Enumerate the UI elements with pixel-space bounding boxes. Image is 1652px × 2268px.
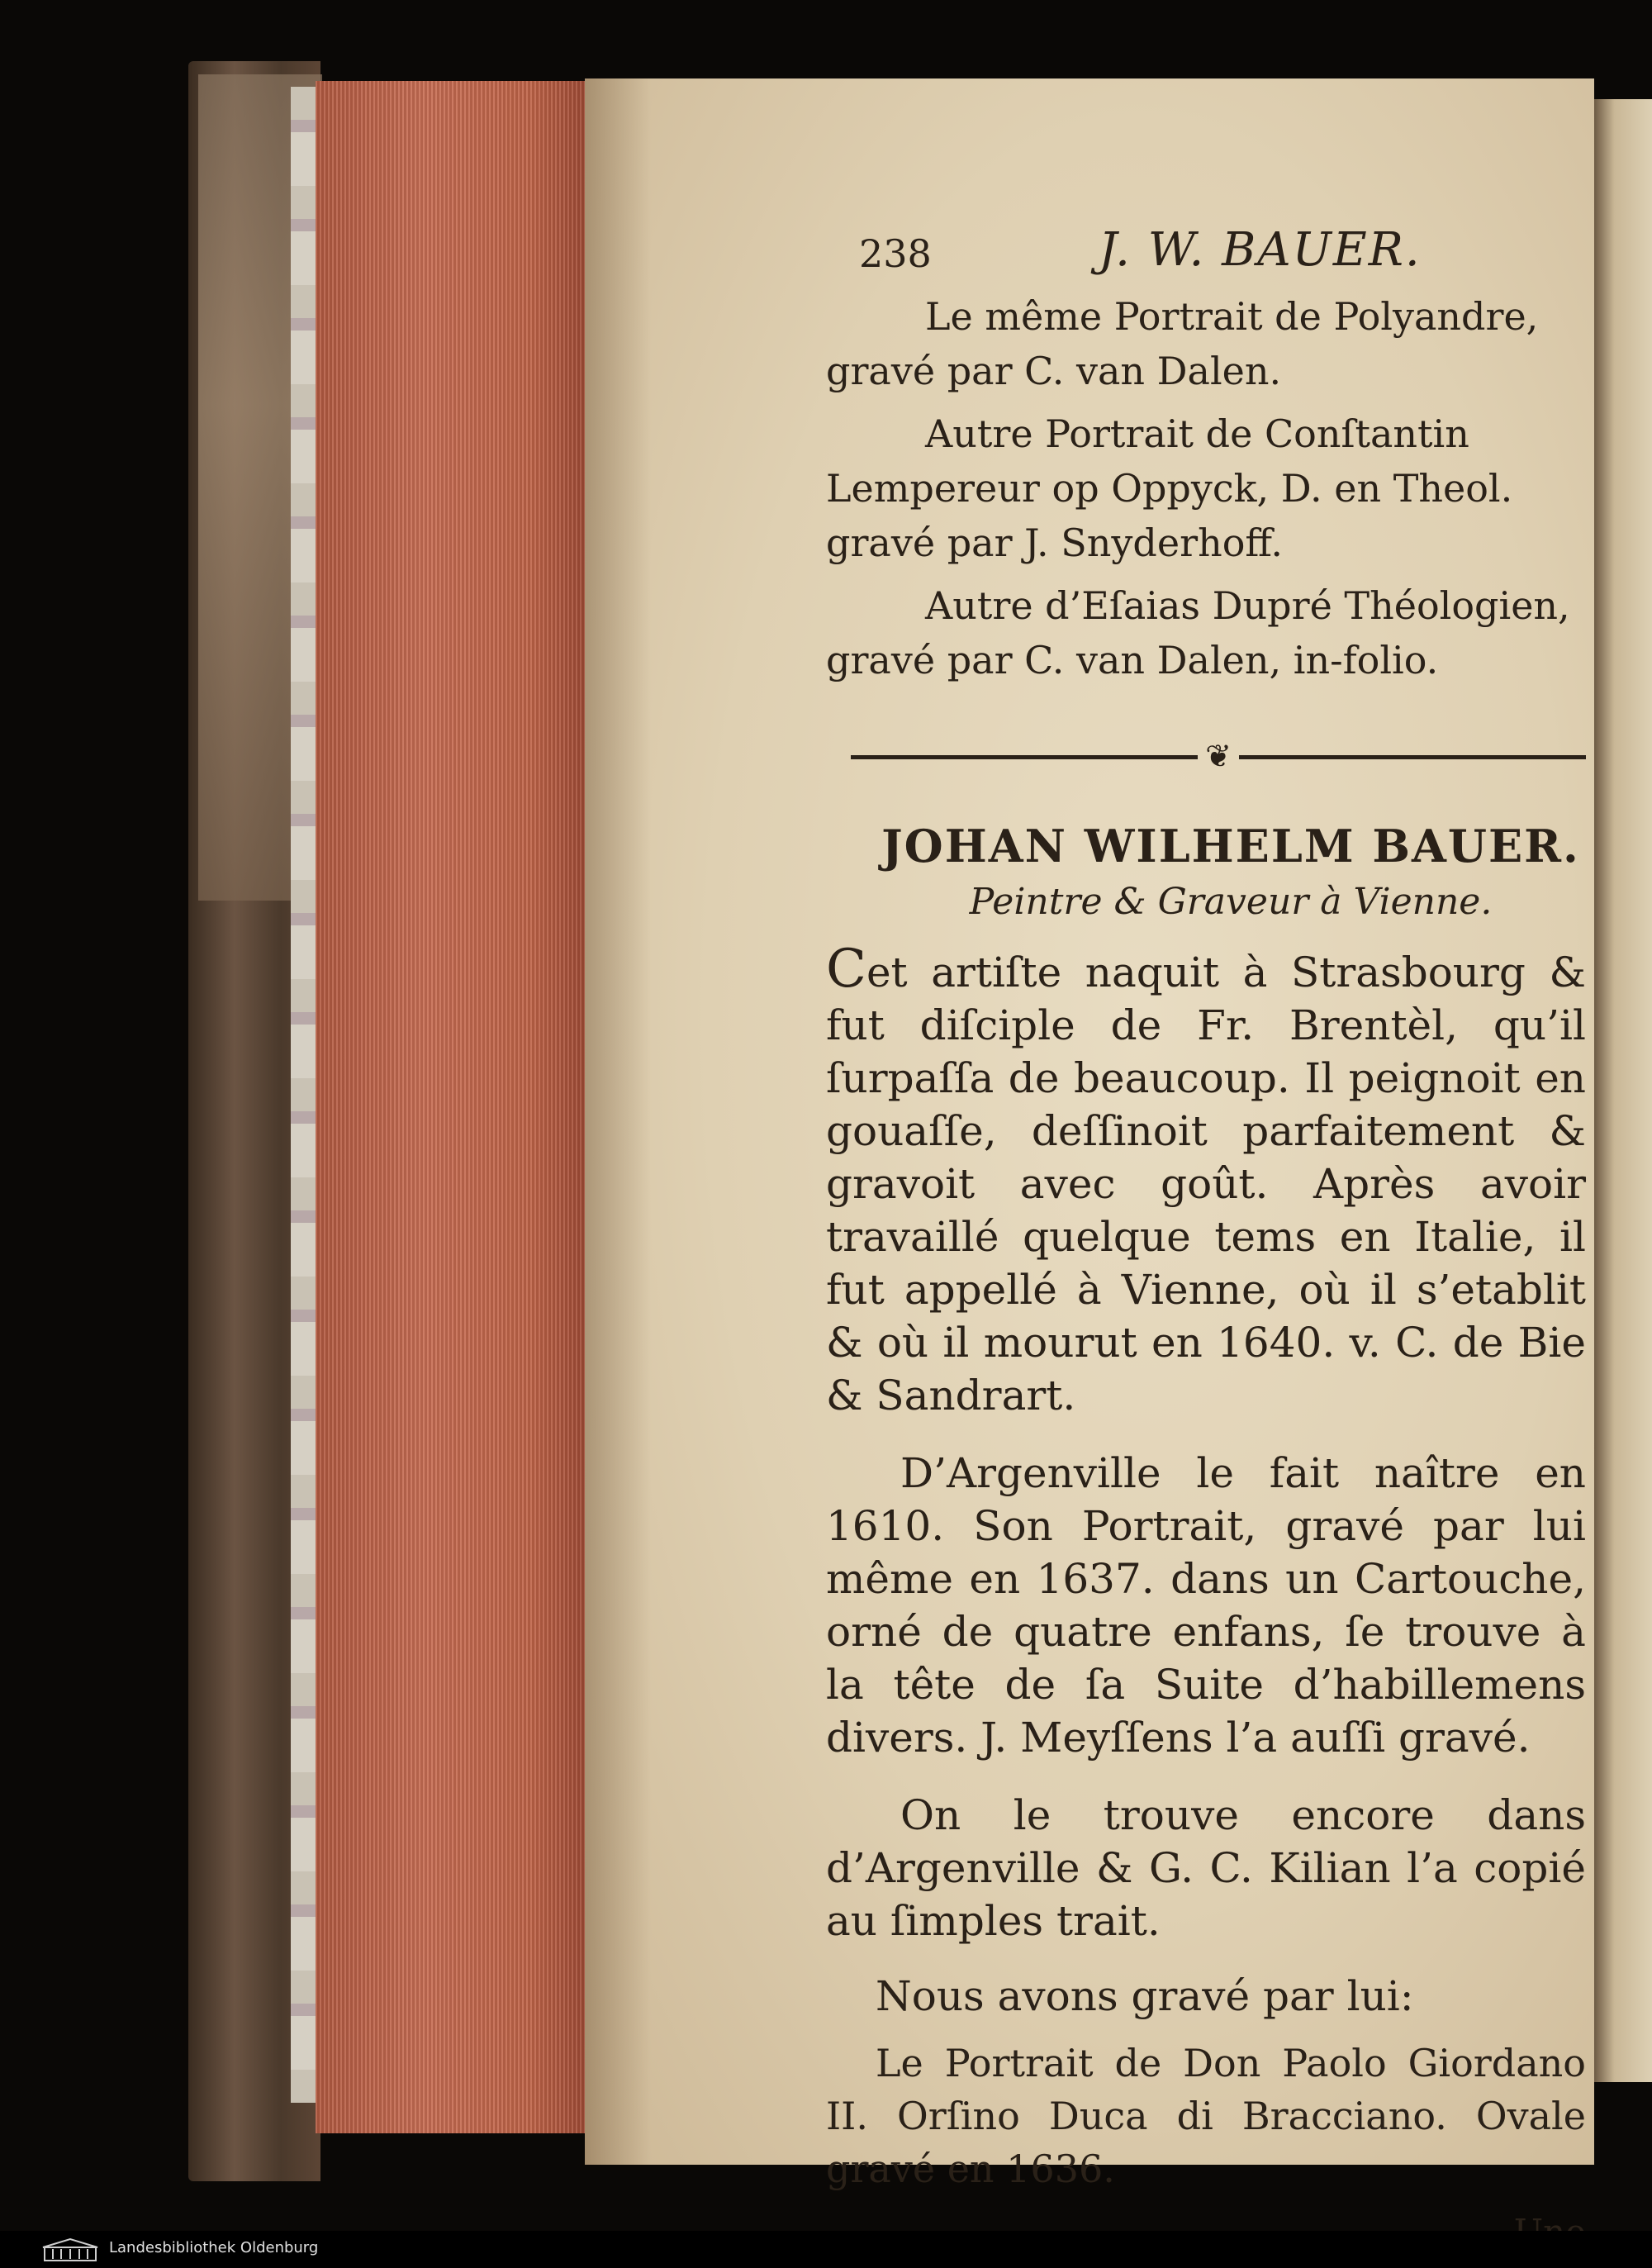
fleuron-icon: ❦ <box>1205 738 1232 774</box>
footer-bar <box>0 2231 1652 2268</box>
page-text <box>826 223 1586 2252</box>
previous-entry: Autre d’Eſaias Dupré Théologien, gravé par C. van Dalen, in-folio. <box>826 583 1570 682</box>
work-entry: Le Portrait de Don Paolo Giordano II. Orſino Duca di Bracciano. Ovale gravé en 1636. <box>826 2041 1586 2191</box>
divider-rule <box>1239 755 1586 759</box>
running-title: J. W. BAUER. <box>1099 223 1422 277</box>
divider-rule <box>851 755 1198 759</box>
marbled-endpaper <box>291 87 316 2103</box>
entry-heading: JOHAN WILHELM BAUER. <box>881 820 1580 872</box>
page-number: 238 <box>859 231 932 276</box>
gutter-shadow <box>585 78 651 2165</box>
library-label: Landesbibliothek Oldenburg <box>109 2239 319 2256</box>
entry-subheading: Peintre & Graveur à Vienne. <box>969 881 1493 923</box>
previous-entry: Le même Portrait de Polyandre, gravé par C. van Dalen. <box>826 294 1539 393</box>
section-divider <box>851 738 1586 774</box>
running-head <box>826 223 1586 289</box>
page-edges <box>316 81 585 2133</box>
facing-page-edge <box>1594 99 1652 2082</box>
body-paragraph: D’Argenville le fait naître en 1610. Son Portrait, gravé par lui même en 1637. dans un Cartouche, orné de quatre enfans, ſe trouve à la tête de ſa Suite d’habillemens divers. J. Meyſſens l’a auſſi gravé. <box>826 1449 1586 1762</box>
library-building-icon <box>41 2237 99 2262</box>
body-paragraph: Cet artiſte naquit à Strasbourg & fut diſciple de Fr. Brentèl, qu’il ſurpaſſa de beaucoup. Il peignoit en gouaſſe, deſſinoit parfaitement & gravoit avec goût. Après avoir travaillé quelque tems en Italie, il fut appellé à Vienne, où il s’etablit & où il mourut en 1640. v. C. de Bie & Sandrart. <box>826 939 1586 1419</box>
works-intro: Nous avons gravé par lui: <box>876 1972 1414 2020</box>
previous-entry: Autre Portrait de Conſtantin Lempereur op Oppyck, D. en Theol. gravé par J. Snyderhoff. <box>826 411 1513 565</box>
body-paragraph: On le trouve encore dans d’Argenville & G. C. Kilian l’a copié au ſimples trait. <box>826 1791 1586 1945</box>
